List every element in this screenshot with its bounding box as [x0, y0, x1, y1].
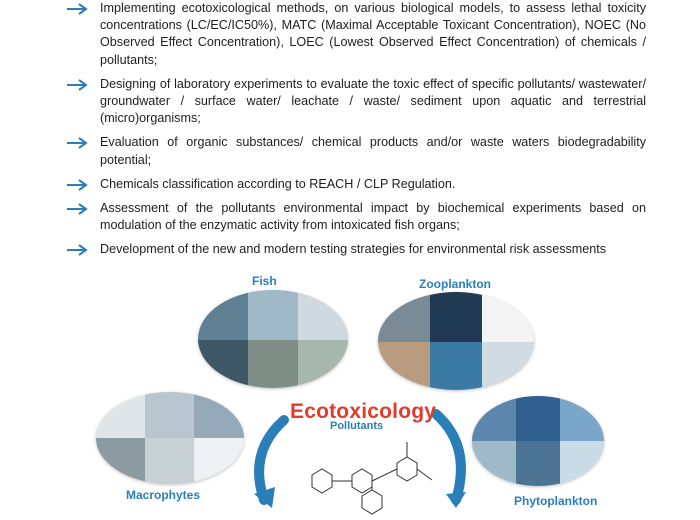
bullet-text: Chemicals classification according to REACH / CLP Regulation. [100, 176, 456, 191]
bullet-text: Designing of laboratory experiments to evaluate the toxic effect of specific pollutants/ wastewater/ groundwater / surface water/ leachate / waste/ sediment upon aquatic and terrestrial (micro)organisms; [100, 76, 646, 126]
curved-arrow-left [259, 420, 284, 500]
ecotoxicology-title: Ecotoxicology [290, 400, 437, 423]
bullet-text: Implementing ecotoxicological methods, on various biological models, to assess lethal toxicity concentrations (LC/EC/IC50%), MATC (Maximal Acceptable Toxicant Concentration), NOEC (No Observed Effect Concentration), LOEC (Lowest Observed Effect Concentration) of chemicals / pollutants; [100, 1, 646, 67]
fish-label: Fish [252, 274, 277, 288]
bullet-text: Development of the new and modern testing strategies for environmental risk assessments [100, 242, 607, 257]
bullet-text: Assessment of the pollutants environmental impact by biochemical experiments based on modulation of the enzymatic activity from intoxicated fish organs; [100, 201, 646, 233]
chemical-structure-diagram [282, 430, 452, 520]
bullet-text: Evaluation of organic substances/ chemical products and/or waste waters biodegradability potential; [100, 135, 646, 167]
macrophytes-label: Macrophytes [126, 488, 201, 502]
zooplankton-label: Zooplankton [419, 277, 491, 291]
phytoplankton-label: Phytoplankton [514, 494, 598, 508]
pollutants-subtitle: Pollutants [330, 420, 384, 432]
